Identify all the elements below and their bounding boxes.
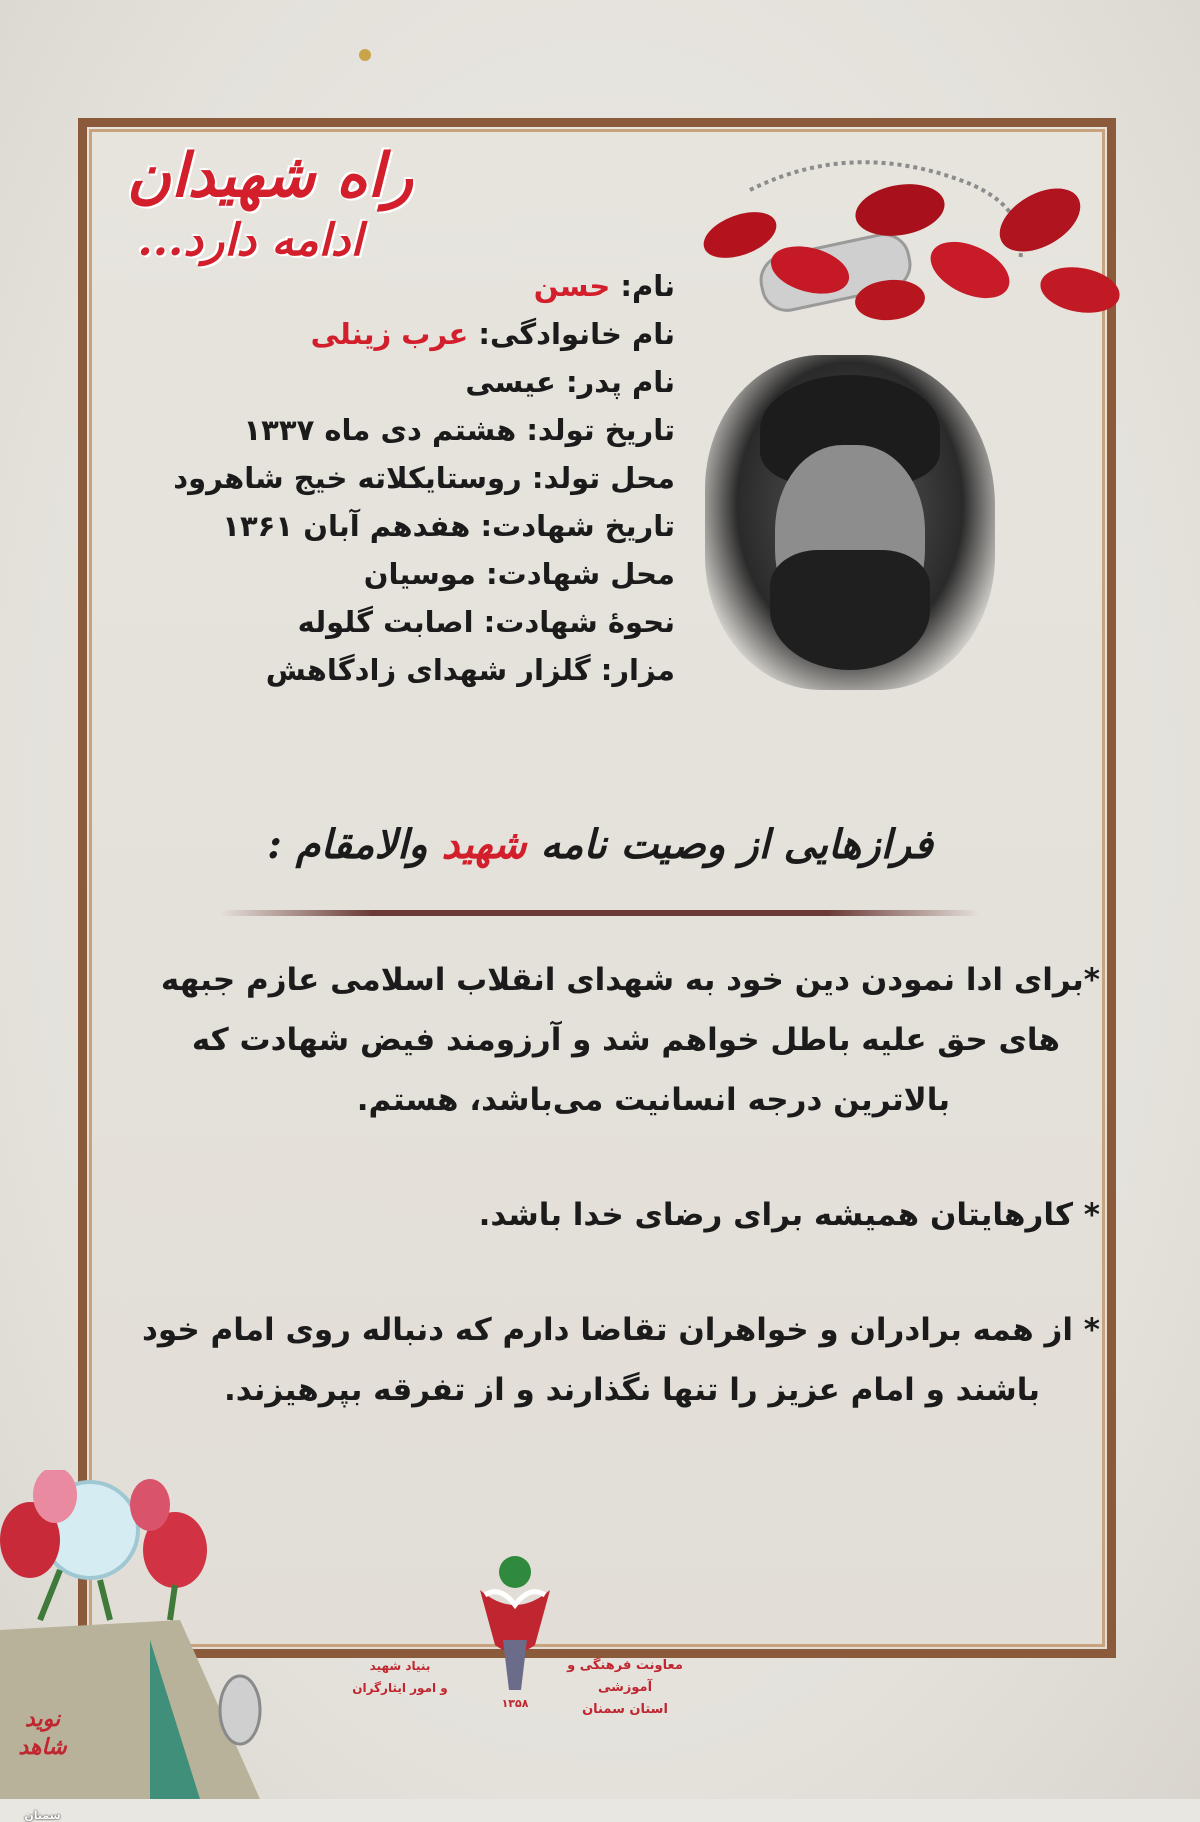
will-heading-red: شهید <box>441 821 527 868</box>
family-row <box>115 310 675 358</box>
org-left-line2: استان سمنان <box>582 1702 668 1717</box>
will-p1-line1: *برای ادا نمودن دین خود به شهدای انقلاب اسلامی عازم جبهه <box>160 962 1100 998</box>
heading-divider <box>220 910 980 916</box>
family-value: عرب زینلی <box>310 317 469 351</box>
martyrdom-date-value: هفدهم آبان ۱۳۶۱ <box>222 509 471 543</box>
martyrdom-date-label: تاریخ شهادت: <box>480 509 675 543</box>
birth-place-row <box>115 454 675 502</box>
rose-petals-dog-tags-decoration <box>700 150 1150 340</box>
org-right-line2: و امور ایثارگران <box>352 1681 448 1695</box>
martyrdom-place-label: محل شهادت: <box>485 557 675 591</box>
father-row <box>115 358 675 406</box>
slogan-line2: ادامه دارد... <box>137 215 363 266</box>
will-heading <box>250 810 950 880</box>
foundation-emblem-icon <box>475 1550 555 1700</box>
org-right-line1: بنیاد شهید <box>369 1659 431 1673</box>
father-value: عیسی <box>465 365 556 399</box>
will-p3-line2: باشند و امام عزیز را تنها نگذارند و از تفرقه بپرهیزند. <box>224 1372 1040 1408</box>
martyrdom-manner-value: اصابت گلوله <box>297 605 474 639</box>
foundation-logo <box>330 1545 690 1715</box>
birth-date-row <box>115 406 675 454</box>
grave-value: گلزار شهدای زادگاهش <box>265 653 591 687</box>
father-label: نام پدر: <box>565 365 675 399</box>
martyr-info <box>115 262 675 694</box>
org-name-deputy <box>555 1655 695 1721</box>
will-heading-part1: فرازهایی از وصیت نامه <box>540 821 933 868</box>
martyr-portrait <box>705 355 995 690</box>
brand-mark: نوید شاهد <box>18 1706 67 1760</box>
will-paragraph-3 <box>120 1300 1100 1420</box>
will-paragraph-1 <box>120 950 1100 1130</box>
will-p1-line3: بالاترین درجه انسانیت می‌باشد، هستم. <box>356 1082 950 1118</box>
gold-speck-decoration <box>350 40 380 70</box>
will-p3-line1: * از همه برادران و خواهران تقاضا دارم که دنباله روی امام خود <box>142 1312 1100 1348</box>
org-left-line1: معاونت فرهنگی و آموزشی <box>567 1658 683 1695</box>
org-name-foundation <box>330 1655 470 1699</box>
will-paragraph-2: * کارهایتان همیشه برای رضای خدا باشد. <box>478 1197 1100 1233</box>
will-heading-part2: والامقام : <box>267 821 428 868</box>
martyrdom-date-row <box>115 502 675 550</box>
birth-place-label: محل تولد: <box>531 461 675 495</box>
name-row <box>115 262 675 310</box>
founding-year: ۱۳۵۸ <box>501 1697 529 1710</box>
name-label: نام: <box>620 269 675 303</box>
martyrdom-manner-label: نحوۀ شهادت: <box>483 605 675 639</box>
birth-place-value: روستایکلاته خیج شاهرود <box>173 461 522 495</box>
grave-row <box>115 646 675 694</box>
navid-shahed-brand <box>5 1705 80 1822</box>
will-p1-line2: های حق علیه باطل خواهم شد و آرزومند فیض شهادت که <box>191 1022 1060 1058</box>
martyrdom-place-row <box>115 550 675 598</box>
portrait-beard <box>770 550 930 670</box>
brand-region: سمنان <box>24 1809 61 1822</box>
grave-label: مزار: <box>600 653 675 687</box>
family-label: نام خانوادگی: <box>478 317 675 351</box>
will-excerpts <box>120 950 1100 1420</box>
slogan-line1: راه شهیدان <box>126 141 414 211</box>
martyrdom-place-value: موسیان <box>363 557 476 591</box>
martyrdom-manner-row <box>115 598 675 646</box>
name-value: حسن <box>533 269 611 303</box>
birth-date-value: هشتم دی ماه ۱۳۳۷ <box>243 413 517 447</box>
birth-date-label: تاریخ تولد: <box>526 413 675 447</box>
